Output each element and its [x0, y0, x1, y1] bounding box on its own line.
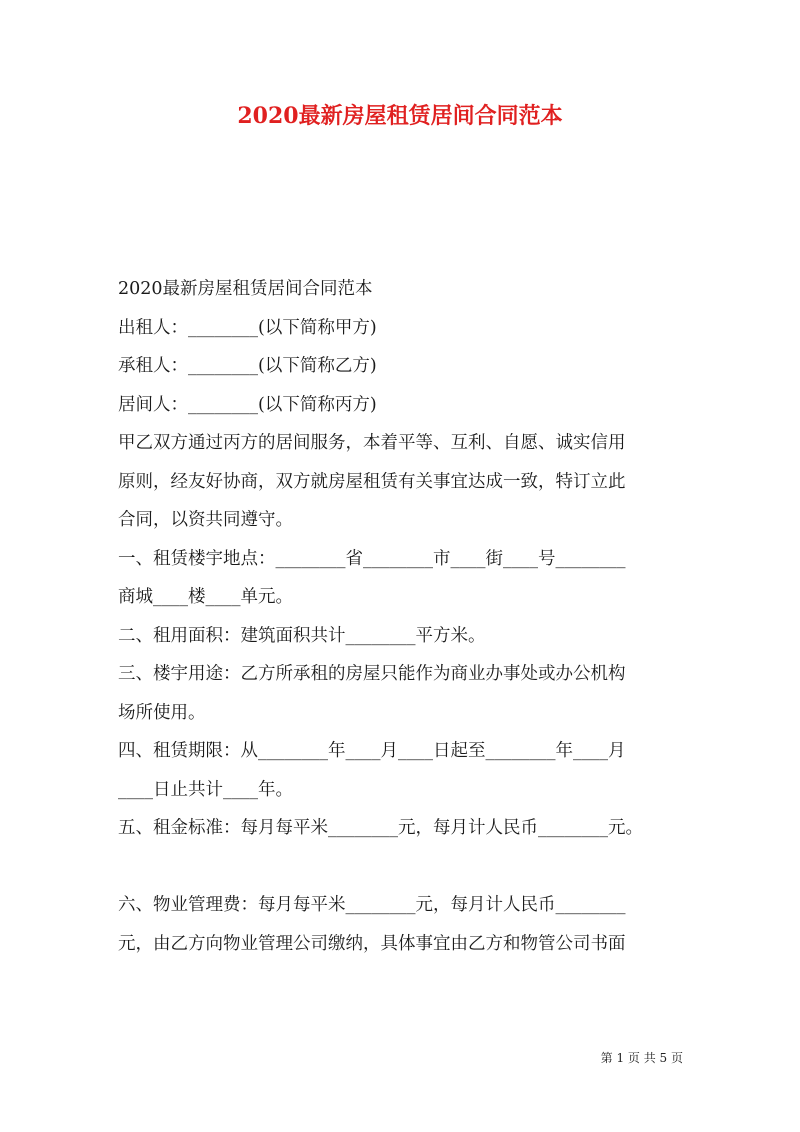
document-title: 2020最新房屋租赁居间合同范本: [237, 103, 563, 129]
text-line: ____日止共计____年。: [118, 779, 293, 800]
text-line: 出租人：________(以下简称甲方): [118, 317, 377, 338]
document-body: [118, 270, 688, 963]
text-line: 场所使用。: [118, 702, 206, 723]
text-line: 合同，以资共同遵守。: [118, 510, 293, 530]
text-line: 四、租赁期限：从________年____月____日起至________年____月: [118, 741, 626, 761]
text-line: 二、租用面积：建筑面积共计________平方米。: [118, 625, 486, 646]
text-line: 三、楼宇用途：乙方所承租的房屋只能作为商业办事处或办公机构: [118, 664, 626, 684]
text-line: 原则，经友好协商，双方就房屋租赁有关事宜达成一致，特订立此: [118, 471, 626, 492]
blank-line: [118, 848, 688, 887]
text-line: 承租人：________(以下简称乙方): [118, 356, 377, 376]
text-line: 甲乙双方通过丙方的居间服务，本着平等、互利、自愿、诚实信用: [118, 433, 626, 453]
text-line: 元，由乙方向物业管理公司缴纳，具体事宜由乙方和物管公司书面: [118, 933, 626, 954]
page-number: 第 1 页 共 5 页: [600, 1051, 683, 1065]
text-line: 商城____楼____单元。: [118, 587, 293, 607]
text-line: 五、租金标准：每月每平米________元，每月计人民币________元。: [118, 818, 643, 838]
text-line: 居间人：________(以下简称丙方): [118, 394, 377, 415]
text-line: 六、物业管理费：每月每平米________元，每月计人民币________: [118, 895, 626, 915]
text-line: 一、租赁楼宇地点：________省________市____街____号________: [118, 548, 626, 569]
text-line: 2020最新房屋租赁居间合同范本: [118, 279, 373, 299]
